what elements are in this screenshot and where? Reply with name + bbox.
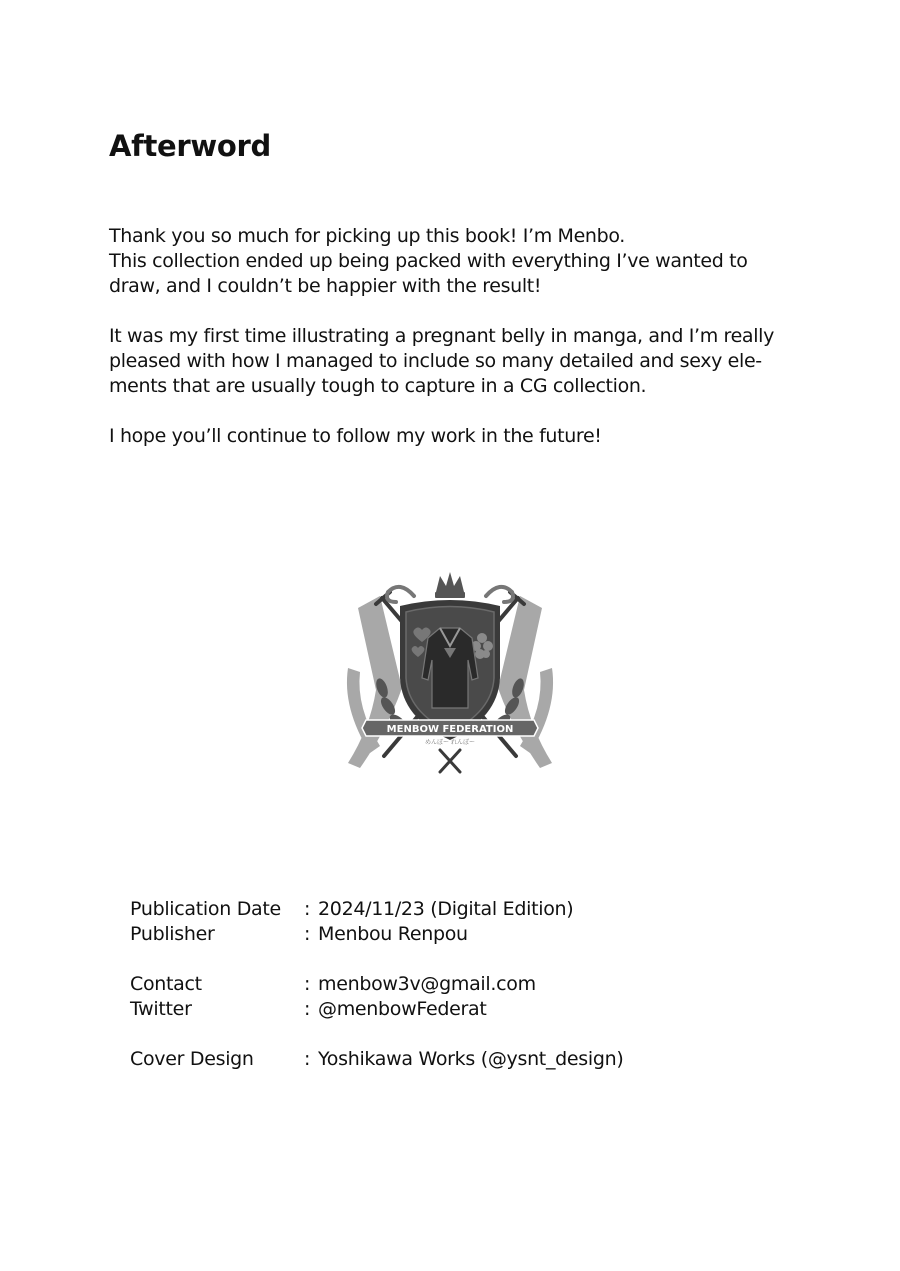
colophon-row-twitter: [130, 997, 624, 1022]
paragraph-line: It was my first time illustrating a pregnant belly in manga, and I’m really: [109, 325, 774, 347]
colophon-separator: :: [304, 973, 311, 995]
small-crossed-blades-icon: [440, 750, 460, 772]
colophon-row-publication-date: [130, 897, 624, 922]
colophon: [130, 897, 624, 1097]
colophon-value: Menbou Renpou: [318, 923, 468, 945]
paragraph-3: [109, 424, 809, 449]
colophon-row-publisher: [130, 922, 624, 947]
colophon-value: menbow3v@gmail.com: [318, 973, 536, 995]
emblem-sub-text: めんぼー れんぽー: [425, 739, 475, 746]
colophon-label: Cover Design: [130, 1048, 254, 1070]
colophon-group-publication: [130, 897, 624, 947]
paragraph-1: [109, 224, 809, 299]
emblem-banner: [362, 720, 538, 746]
colophon-separator: :: [304, 923, 311, 945]
menbow-federation-emblem: [340, 568, 560, 778]
paragraph-line: pleased with how I managed to include so many detailed and sexy ele-: [109, 350, 762, 372]
colophon-group-contact: [130, 972, 624, 1022]
colophon-label: Contact: [130, 973, 202, 995]
paragraph-line: I hope you’ll continue to follow my work in the future!: [109, 425, 602, 447]
paragraph-2: [109, 324, 809, 399]
colophon-group-design: [130, 1047, 624, 1072]
colophon-value: Yoshikawa Works (@ysnt_design): [318, 1048, 624, 1070]
emblem-banner-text: MENBOW FEDERATION: [386, 724, 514, 735]
colophon-separator: :: [304, 1048, 311, 1070]
colophon-row-contact: [130, 972, 624, 997]
colophon-label: Publisher: [130, 923, 215, 945]
paragraph-line: draw, and I couldn’t be happier with the result!: [109, 275, 542, 297]
colophon-label: Twitter: [130, 998, 192, 1020]
crown-icon: [435, 572, 465, 598]
paragraph-line: ments that are usually tough to capture in a CG collection.: [109, 375, 647, 397]
page-title: Afterword: [109, 129, 271, 163]
colophon-separator: :: [304, 998, 311, 1020]
colophon-row-cover-design: [130, 1047, 624, 1072]
colophon-value: 2024/11/23 (Digital Edition): [318, 898, 574, 920]
paragraph-line: Thank you so much for picking up this book! I’m Menbo.: [109, 225, 625, 247]
colophon-separator: :: [304, 898, 311, 920]
colophon-value: @menbowFederat: [318, 998, 487, 1020]
afterword-body: [109, 224, 809, 474]
paragraph-line: This collection ended up being packed with everything I’ve wanted to: [109, 250, 748, 272]
colophon-label: Publication Date: [130, 898, 281, 920]
